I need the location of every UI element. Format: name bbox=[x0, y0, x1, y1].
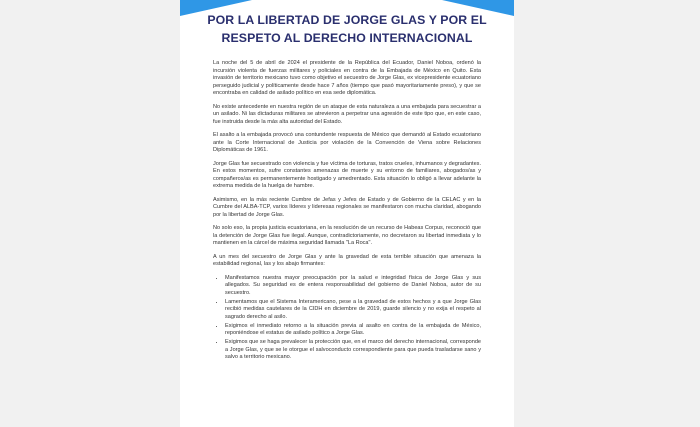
paragraph: A un mes del secuestro de Jorge Glas y ante la gravedad de esta terrible situación que amenaza la estabilidad regional, las y los abajo firmantes: bbox=[213, 253, 481, 267]
paragraph: Jorge Glas fue secuestrado con violencia y fue víctima de torturas, tratos crueles, inhumanos y degradantes. En estos momentos, sufre constantes amenazas de muerte y su entorno de familiares, abogados/as y compañeros/as es permanentemente hostigado y amedrentado. Esta situación lo obligó a llevar adelante la extrema medida de la huelga de hambre. bbox=[213, 160, 481, 189]
paragraph: No existe antecedente en nuestra región de un ataque de esta naturaleza a una embajada para secuestrar a un asilado. Ni las dictaduras militares se atrevieron a perpetrar una agresión de este tipo que, en este caso, fue instruida desde la más alta autoridad del Estado. bbox=[213, 103, 481, 125]
demands-list bbox=[213, 275, 481, 362]
paragraph: La noche del 5 de abril de 2024 el presidente de la República del Ecuador, Daniel Noboa, ordenó la incursión violenta de fuerzas militares y policiales en contra de la Embajada de México en Quito. Esta invasión de territorio mexicano tuvo como objetivo el secuestro de Jorge Glas, ex vicepresidente ecuatoriano perseguido judicial y políticamente desde hace 7 años (tiempo que pasó mayoritariamente preso), y que se encontraba en calidad de asilado político en esa sede diplomática. bbox=[213, 60, 481, 96]
document-body bbox=[213, 60, 481, 363]
document-page bbox=[180, 0, 514, 427]
paragraph: Asimismo, en la más reciente Cumbre de Jefas y Jefes de Estado y de Gobierno de la CELAC y en la Cumbre del ALBA-TCP, varios líderes y lideresas regionales se manifestaron con mucha claridad, abogando por la libertad de Jorge Glas. bbox=[213, 196, 481, 218]
document-title: POR LA LIBERTAD DE JORGE GLAS Y POR EL RESPETO AL DERECHO INTERNACIONAL bbox=[207, 13, 487, 45]
paragraph: No solo eso, la propia justicia ecuatoriana, en la resolución de un recurso de Habeas Corpus, reconoció que la detención de Jorge Glas fue ilegal. Aunque, contradictoriamente, no decretaron su libertad inmediata y lo mantienen en la cárcel de máxima seguridad llamada "La Roca". bbox=[213, 225, 481, 246]
list-item: • Exigimos que se haga prevalecer la protección que, en el marco del derecho internacional, corresponde a Jorge Glas, y que se le otorgue el salvoconducto correspondiente para que pueda trasladarse sano y salvo a territorio mexicano. bbox=[225, 339, 481, 362]
list-item: • Exigimos el inmediato retorno a la situación previa al asalto en contra de la embajada de México, reponiéndose el estatus de asilado político a Jorge Glas. bbox=[225, 323, 481, 338]
list-item: • Lamentamos que el Sistema Interamericano, pese a la gravedad de estos hechos y a que Jorge Glas recibió medidas cautelares de la CIDH en diciembre de 2019, guarde silencio y no exija el respeto al sagrado derecho al asilo. bbox=[225, 299, 481, 322]
paragraph: El asalto a la embajada provocó una contundente respuesta de México que demandó al Estado ecuatoriano ante la Corte Internacional de Justicia por violación de la Convención de Viena sobre Relaciones Diplomáticas de 1961. bbox=[213, 132, 481, 153]
list-item: • Manifestamos nuestra mayor preocupación por la salud e integridad física de Jorge Glas y sus allegados. Su seguridad es de entera responsabilidad del gobierno de Daniel Noboa, autor de su secuestro. bbox=[225, 275, 481, 298]
